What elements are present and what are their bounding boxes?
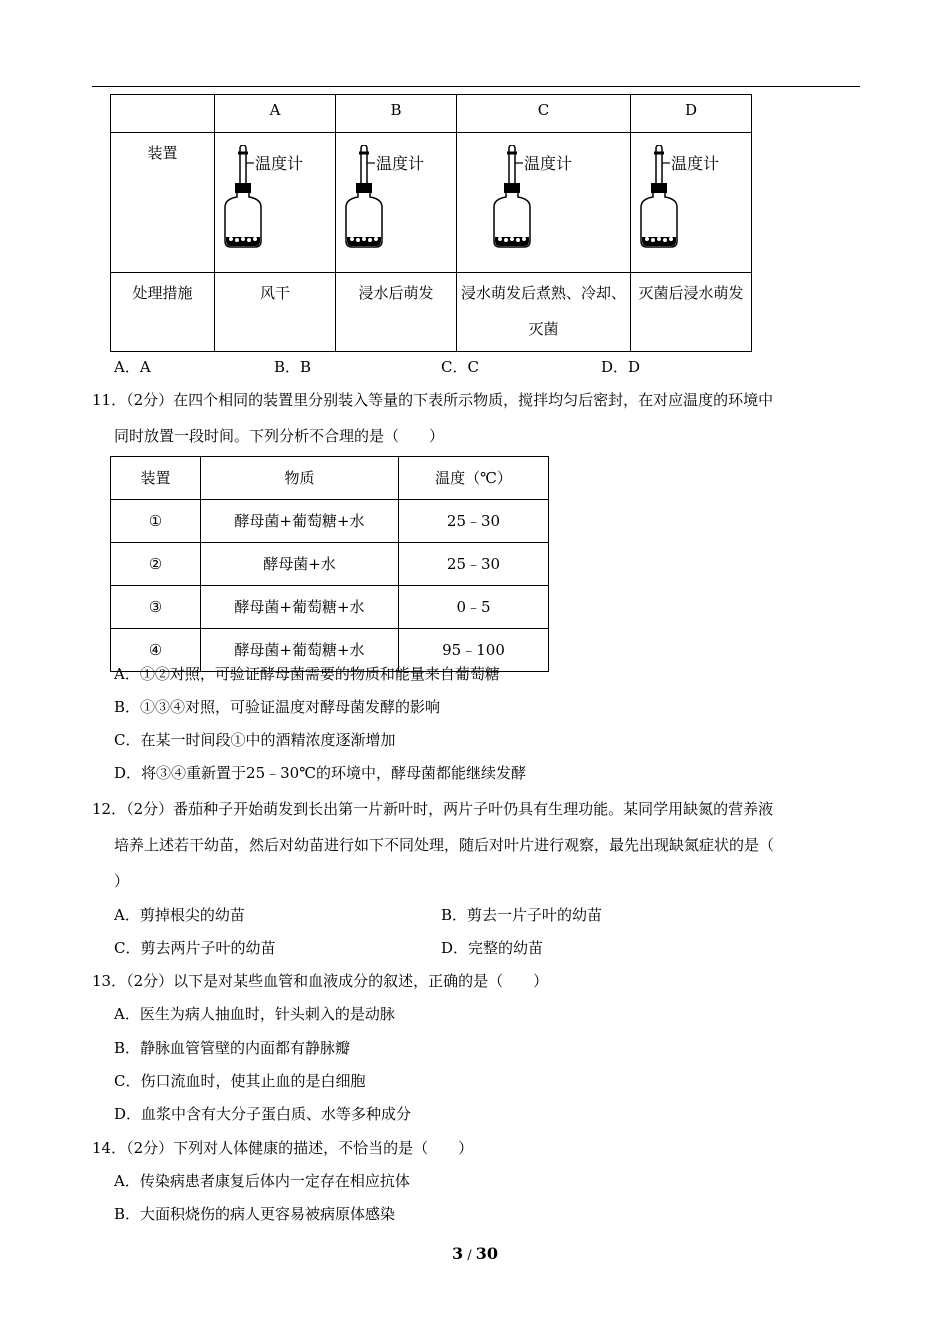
q11-header: 物质	[201, 457, 399, 500]
treatment-cell: 浸水萌发后煮熟、冷却、灭菌	[457, 273, 631, 352]
q10-option-c: C．C	[441, 358, 479, 376]
q10-col-header: D	[631, 95, 752, 133]
q12-option-d: D．完整的幼苗	[441, 939, 544, 957]
treatment-cell: 风干	[215, 273, 336, 352]
thermometer-flask-diagram	[341, 145, 451, 251]
q12-option-c: C．剪去两片子叶的幼苗	[114, 939, 276, 957]
q10-row-label-device: 装置	[111, 133, 215, 273]
q11-stem-line2: 同时放置一段时间。下列分析不合理的是（ ）	[114, 427, 445, 445]
q11-option-a: A．①②对照，可验证酵母菌需要的物质和能量来自葡萄糖	[114, 665, 500, 683]
treatment-cell: 浸水后萌发	[336, 273, 457, 352]
q11-cell: 25﹣30	[399, 543, 549, 586]
q11-header: 温度（℃）	[399, 457, 549, 500]
q10-corner-cell	[111, 95, 215, 133]
apparatus-cell-d	[631, 133, 752, 273]
q10-device-table	[110, 94, 752, 352]
q11-cell: 0﹣5	[399, 586, 549, 629]
apparatus-cell-b	[336, 133, 457, 273]
q12-option-b: B．剪去一片子叶的幼苗	[441, 906, 603, 924]
current-page: 3	[451, 1244, 464, 1263]
q11-cell: 酵母菌+葡萄糖+水	[201, 586, 399, 629]
page-number: 3 / 30	[451, 1244, 499, 1263]
q11-cell: ④	[111, 629, 201, 672]
q13-option-c: C．伤口流血时，使其止血的是白细胞	[114, 1072, 366, 1090]
header-rule	[92, 86, 860, 87]
q11-header: 装置	[111, 457, 201, 500]
thermometer-flask-diagram	[636, 145, 746, 251]
q11-option-c: C．在某一时间段①中的酒精浓度逐渐增加	[114, 731, 396, 749]
q11-cell: ③	[111, 586, 201, 629]
q13-option-d: D．血浆中含有大分子蛋白质、水等多种成分	[114, 1105, 412, 1123]
thermometer-flask-diagram	[220, 145, 330, 251]
q14-option-b: B．大面积烧伤的病人更容易被病原体感染	[114, 1205, 396, 1223]
apparatus-cell-c	[457, 133, 631, 273]
thermometer-label: 温度计	[523, 156, 572, 173]
q11-table	[110, 456, 549, 672]
q10-option-a: A．A	[114, 358, 151, 376]
q11-option-b: B．①③④对照，可验证温度对酵母菌发酵的影响	[114, 698, 441, 716]
q12-stem-line1: 12．（2分）番茄种子开始萌发到长出第一片新叶时，两片子叶仍具有生理功能。某同学用缺氮的营养液	[92, 800, 774, 818]
thermometer-label: 温度计	[255, 156, 304, 173]
total-pages: 30	[475, 1244, 499, 1263]
apparatus-cell-a	[215, 133, 336, 273]
q12-stem-line2: 培养上述若干幼苗，然后对幼苗进行如下不同处理，随后对叶片进行观察，最先出现缺氮症状的是（	[114, 836, 775, 854]
q11-cell: 25﹣30	[399, 500, 549, 543]
q10-col-header: A	[215, 95, 336, 133]
q12-option-a: A．剪掉根尖的幼苗	[114, 906, 245, 924]
q13-option-b: B．静脉血管管壁的内面都有静脉瓣	[114, 1039, 351, 1057]
q11-cell: ①	[111, 500, 201, 543]
thermometer-label: 温度计	[671, 156, 720, 173]
q11-cell: 酵母菌+水	[201, 543, 399, 586]
thermometer-label: 温度计	[376, 156, 425, 173]
q13-stem: 13．（2分）以下是对某些血管和血液成分的叙述，正确的是（ ）	[92, 972, 549, 990]
q11-cell: 酵母菌+葡萄糖+水	[201, 500, 399, 543]
q11-cell: 95﹣100	[399, 629, 549, 672]
q10-option-d: D．D	[601, 358, 641, 376]
q10-row-label-treatment: 处理措施	[111, 273, 215, 352]
q11-cell: 酵母菌+葡萄糖+水	[201, 629, 399, 672]
q14-stem: 14．（2分）下列对人体健康的描述，不恰当的是（ ）	[92, 1139, 474, 1157]
q11-cell: ②	[111, 543, 201, 586]
q10-col-header: C	[457, 95, 631, 133]
q14-option-a: A．传染病患者康复后体内一定存在相应抗体	[114, 1172, 410, 1190]
q12-stem-line3: ）	[114, 872, 130, 890]
q10-option-b: B．B	[274, 358, 312, 376]
q10-col-header: B	[336, 95, 457, 133]
thermometer-flask-diagram	[489, 145, 599, 251]
q11-stem-line1: 11．（2分）在四个相同的装置里分别装入等量的下表所示物质，搅拌均匀后密封，在对应温度的环境中	[92, 391, 774, 409]
q11-option-d: D．将③④重新置于25﹣30℃的环境中，酵母菌都能继续发酵	[114, 764, 526, 782]
treatment-cell: 灭菌后浸水萌发	[631, 273, 752, 352]
q13-option-a: A．医生为病人抽血时，针头刺入的是动脉	[114, 1005, 395, 1023]
